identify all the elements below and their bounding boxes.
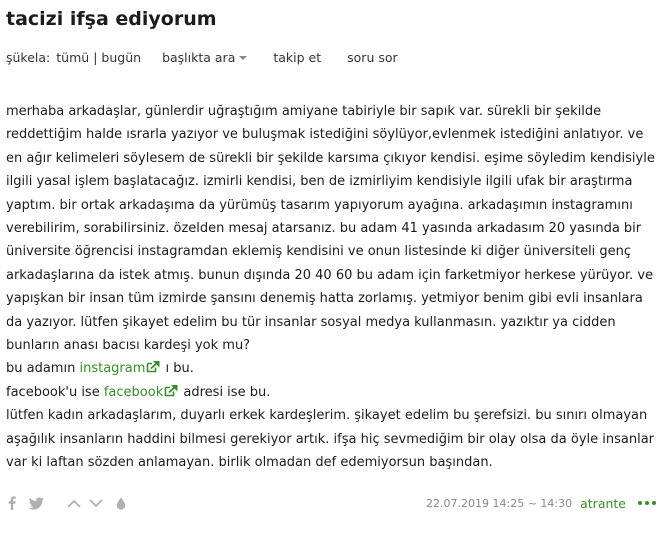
upvote-icon[interactable]: [66, 495, 82, 511]
facebook-link-text: facebook: [103, 384, 164, 400]
entry-author[interactable]: atrante: [580, 495, 626, 511]
ask-question-button[interactable]: soru sor: [347, 49, 398, 65]
topic-title[interactable]: tacizi ifşa ediyorum: [6, 8, 217, 30]
entry-footer: [6, 493, 656, 513]
favorite-drop-icon[interactable]: [114, 495, 128, 511]
downvote-icon[interactable]: [88, 495, 104, 511]
entry-date[interactable]: 22.07.2019 14:25 ~ 14:30: [426, 496, 573, 510]
facebook-share-icon[interactable]: [6, 495, 18, 511]
entry-paragraph: lütfen kadın arkadaşlarım, duyarlı erkek kardeşlerim. şikayet edelim bu şerefsizi. bu sınırı olmayan aşağılık insanların haddini bilmesi gerekiyor artık. ifşa hiç sevmediğim bir olay olsa da öyle insanlar var ki laftan sözden anlamayan. birlik olmadan def edemiyorsun başından.: [6, 408, 655, 471]
facebook-link[interactable]: [104, 385, 179, 400]
entry-meta: [426, 493, 656, 513]
external-link-icon: [164, 384, 179, 397]
entry-text: bu adamın: [6, 361, 76, 377]
entry-paragraph: merhaba arkadaşlar, günlerdir uğraştığım amiyane tabiriyle bir sapık var. sürekli bir şekilde reddettiğim halde ısrarla yazıyor ve buluşmak istediğini söylüyor,evlenmek istediğini anlatıyor. ve en ağır kelimeleri söylesem de sürekli bir şekilde karsıma çıkıyor kendisi. eşime söyledim kendisiyle ilgili yasal işlem başlatacağız. izmirli kendisi, ben de izmirliyim kendisiyle ilgili ufak bir araştırma yaptım. bir ortak arkadaşıma da yürümüş tasarım yapıyorum ayağına. arkadaşımın instagramını verebilirim, sorabilirsiniz. özelden mesaj atarsanız. bu adam 41 yasında arkadasım 20 yasında bir üniversite öğrencisi instagramdan eklemiş kendisini ve onun listesinde ki diğer üniversiteli genç arkadaşlarına da istek atmış. bunun dışında 20 40 60 bu adam için farketmiyor herkese yürüyor. ve yapışkan bir insan tüm izmirde şansını denemiş hatta zorlamış. yetmiyor benim gibi evli insanlara da yazıyor. lütfen şikayet edelim bu tür insanlar sosyal medya kullanmasın. yazıktır ya cidden bunların anası bacısı kardeşi yok mu?: [6, 104, 655, 354]
search-in-topic-label: başlıkta ara: [162, 49, 236, 65]
sukela-label: şükela:: [6, 49, 51, 65]
entry-line-facebook: [6, 381, 656, 404]
instagram-link-text: instagram: [79, 361, 146, 377]
entry-text: adresi ise bu.: [183, 384, 271, 400]
twitter-share-icon[interactable]: [28, 495, 44, 511]
sukela-all-link[interactable]: tümü: [56, 49, 90, 65]
entry-line-instagram: [6, 357, 656, 380]
caret-down-icon: [239, 56, 247, 60]
entry-content: [6, 100, 656, 475]
entry-text: facebook'u ise: [6, 384, 100, 400]
search-in-topic-dropdown[interactable]: [162, 50, 247, 65]
external-link-icon: [146, 360, 161, 373]
follow-button[interactable]: takip et: [273, 49, 322, 65]
sukela-today-link[interactable]: bugün: [101, 49, 142, 65]
sukela-separator: |: [93, 49, 98, 65]
more-options-icon[interactable]: [638, 501, 656, 505]
topic-subnav: [6, 48, 398, 66]
instagram-link[interactable]: [79, 361, 161, 376]
entry-text: ı bu.: [165, 361, 194, 377]
